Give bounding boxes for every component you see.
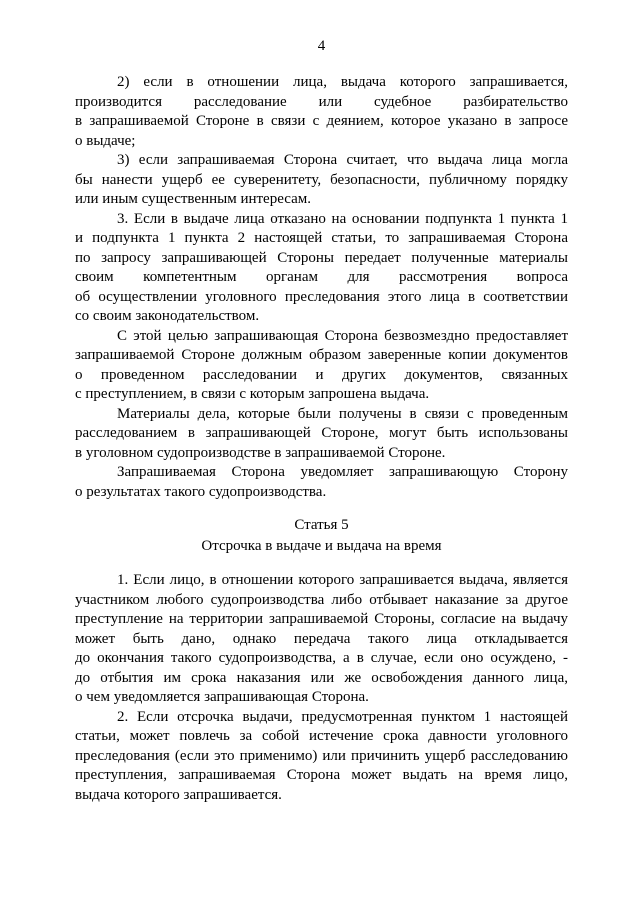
paragraph xyxy=(75,327,568,405)
paragraph-line: в уголовном судопроизводстве в запрашиваемой Стороне. xyxy=(75,444,446,461)
paragraph-line: о результатах такого судопроизводства. xyxy=(75,483,327,500)
paragraph-line: или иным существенным интересам. xyxy=(75,191,311,207)
paragraph-line: участником любого судопроизводства либо отбывает наказание за другое xyxy=(75,591,568,608)
paragraph-line: по запросу запрашивающей Стороны передает полученные материалы xyxy=(75,249,568,266)
paragraph-line: о проведенном расследовании и других документов, связанных xyxy=(75,366,568,383)
paragraph-line: своим компетентным органам для рассмотрения вопроса xyxy=(75,269,568,285)
paragraph-line: 1. Если лицо, в отношении которого запрашивается выдача, является xyxy=(117,572,568,588)
paragraph xyxy=(75,210,568,327)
paragraph-line: о выдаче; xyxy=(75,132,136,149)
paragraph-line: с преступлением, в связи с которым запрошена выдача. xyxy=(75,386,430,402)
paragraph-line: статьи, может повлечь за собой истечение срока давности уголовного xyxy=(75,728,568,744)
paragraph-line: об осуществлении уголовного преследования этого лица в соответствии xyxy=(75,288,568,305)
paragraph-line: преступление на территории запрашиваемой Стороны, согласие на выдачу xyxy=(75,611,568,627)
paragraph-line: и подпункта 1 пункта 2 настоящей статьи, то запрашиваемая Сторона xyxy=(75,230,568,246)
paragraph-line: может быть дано, однако передача такого лица откладывается xyxy=(75,630,568,647)
paragraph-line: в запрашиваемой Стороне в связи с деянием, которое указано в запросе xyxy=(75,113,568,129)
paragraph-line: бы нанести ущерб ее суверенитету, безопасности, публичному порядку xyxy=(75,171,568,188)
article-title: Отсрочка в выдаче и выдача на время xyxy=(201,538,442,554)
paragraph xyxy=(75,405,568,464)
paragraph-line: Запрашиваемая Сторона уведомляет запрашивающую Сторону xyxy=(117,464,568,480)
paragraph-line: 2. Если отсрочка выдачи, предусмотренная пунктом 1 настоящей xyxy=(117,708,568,725)
paragraph xyxy=(75,708,568,806)
paragraph xyxy=(75,463,568,502)
paragraph-line: преступления, запрашиваемая Сторона может выдать на время лицо, xyxy=(75,767,568,783)
paragraph-line: со своим законодательством. xyxy=(75,308,260,324)
paragraph-line: преследования (если это применимо) или причинить ущерб расследованию xyxy=(75,747,568,764)
paragraph-line: до окончания такого судопроизводства, а в случае, если оно осуждено, - xyxy=(75,650,568,666)
page-number: 4 xyxy=(317,38,326,54)
paragraph-line: выдача которого запрашивается. xyxy=(75,786,282,803)
paragraph xyxy=(75,151,568,210)
paragraph-line: С этой целью запрашивающая Сторона безвозмездно предоставляет xyxy=(117,327,568,344)
paragraph-line: о чем уведомляется запрашивающая Сторона. xyxy=(75,689,369,705)
article-number: Статья 5 xyxy=(294,517,349,533)
paragraph-line: расследованием в запрашивающей Стороне, могут быть использованы xyxy=(75,425,568,441)
paragraph-line: 2) если в отношении лица, выдача которого запрашивается, xyxy=(117,74,568,90)
paragraph-line: 3. Если в выдаче лица отказано на основании подпункта 1 пункта 1 xyxy=(117,210,568,227)
paragraph xyxy=(75,73,568,151)
paragraph-line: запрашиваемой Стороне должным образом заверенные копии документов xyxy=(75,347,568,363)
paragraph xyxy=(75,571,568,708)
paragraph-line: Материалы дела, которые были получены в связи с проведенным xyxy=(117,405,568,422)
paragraph-line: 3) если запрашиваемая Сторона считает, что выдача лица могла xyxy=(117,152,568,168)
paragraph-line: производится расследование или судебное разбирательство xyxy=(75,93,568,110)
paragraph-line: до отбытия им срока наказания или же освобождения данного лица, xyxy=(75,669,568,686)
article-body xyxy=(75,571,568,805)
continuation-section xyxy=(75,73,568,502)
